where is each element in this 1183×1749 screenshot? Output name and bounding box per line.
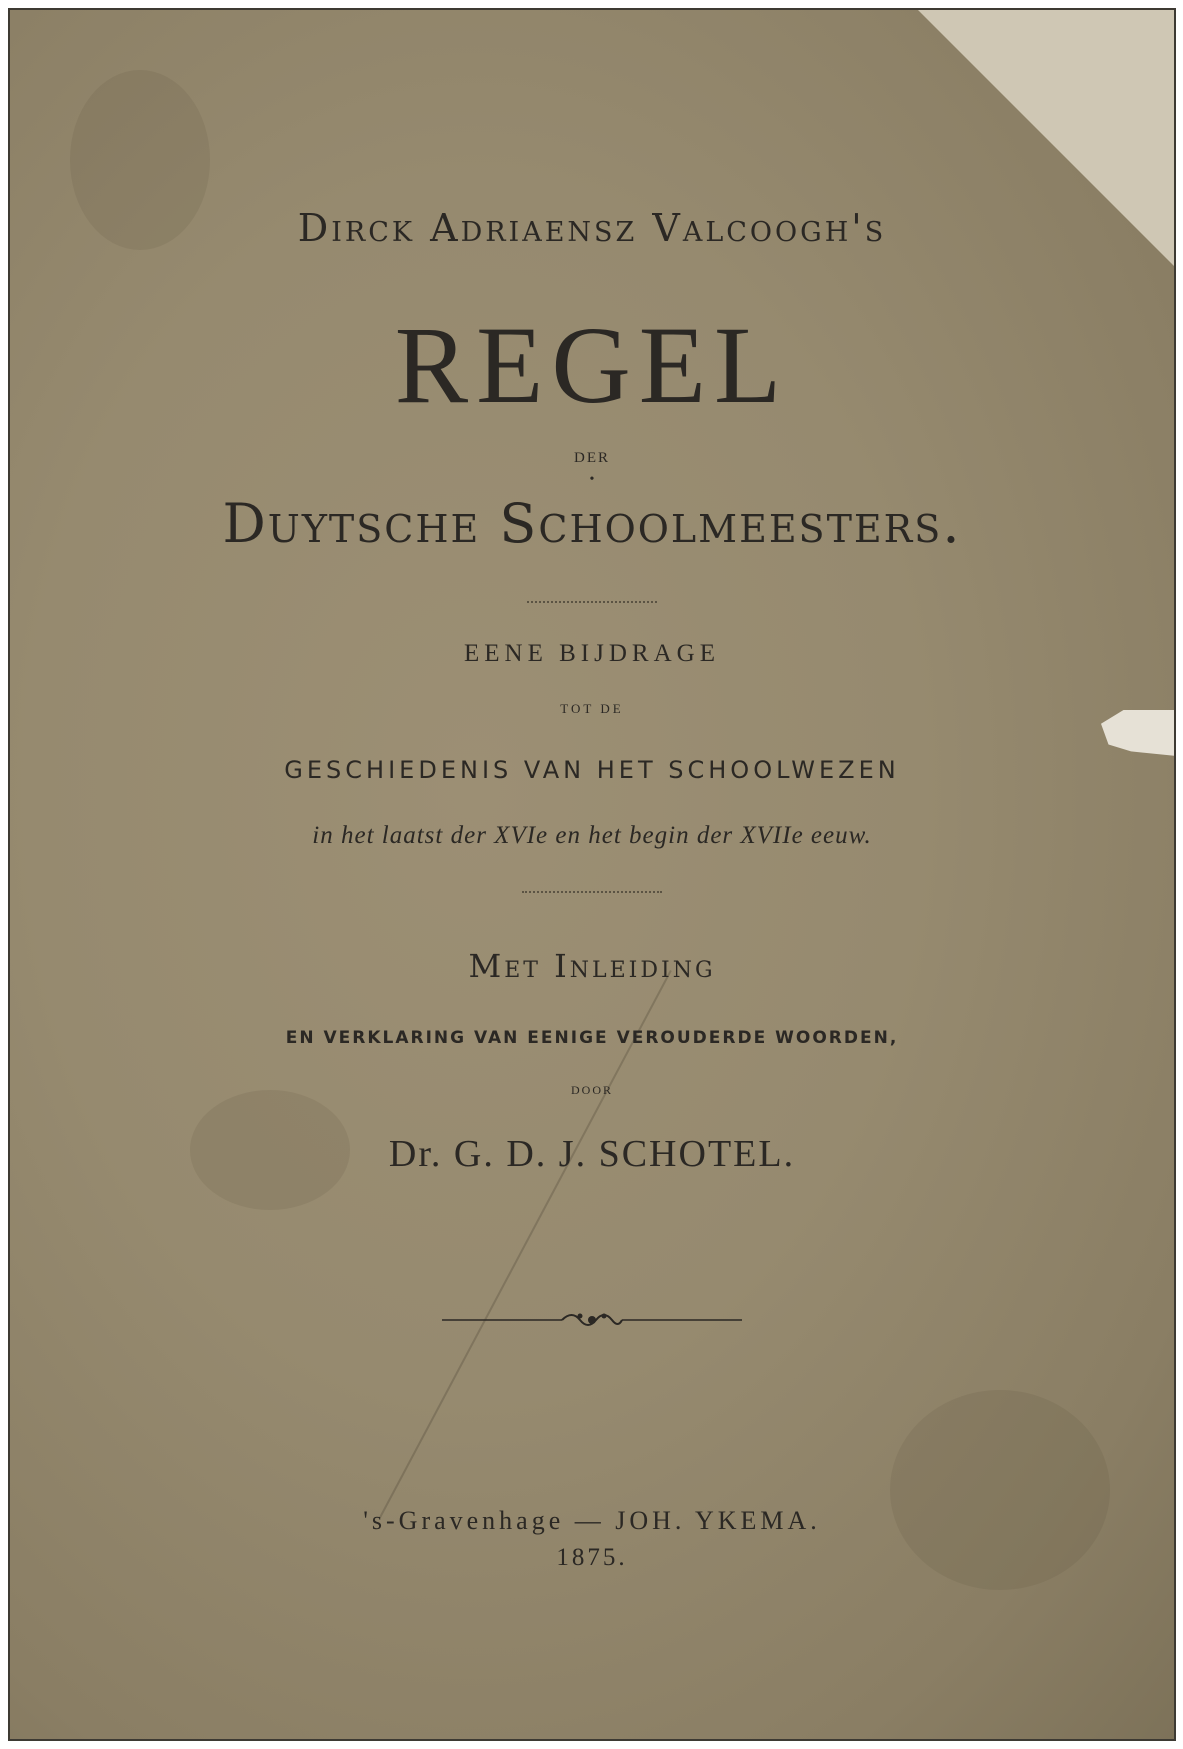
tot-de-line: TOT DE: [560, 701, 624, 716]
geschiedenis-line: GESCHIEDENIS VAN HET SCHOOLWEZEN: [284, 756, 900, 784]
period-line: in het laatst der XVIe en het begin der XVIIe eeuw.: [312, 822, 872, 849]
editor-name: Dr. G. D. J. SCHOTEL.: [388, 1133, 796, 1175]
book-cover: [8, 8, 1176, 1741]
publisher-line: 's-Gravenhage — JOH. YKEMA.: [363, 1506, 821, 1535]
bijdrage-line: EENE BIJDRAGE: [464, 640, 720, 667]
year-line: 1875.: [556, 1544, 628, 1571]
verklaring-line: EN VERKLARING VAN EENIGE VEROUDERDE WOORDEN,: [285, 1028, 899, 1048]
der-line: DER: [574, 450, 610, 466]
paper-crease: [379, 970, 672, 1518]
inleiding-line: Met Inleiding: [468, 947, 716, 985]
ornament-flourish: [442, 1300, 742, 1340]
divider-dot: •: [589, 472, 595, 487]
divider-rule: [527, 601, 657, 603]
book-subtitle: Duytsche Schoolmeesters.: [222, 492, 962, 555]
author-line: Dirck Adriaensz Valcoogh's: [297, 206, 887, 250]
door-line: DOOR: [570, 1083, 613, 1097]
divider-rule: [522, 891, 662, 893]
book-title: REGEL: [394, 304, 790, 426]
